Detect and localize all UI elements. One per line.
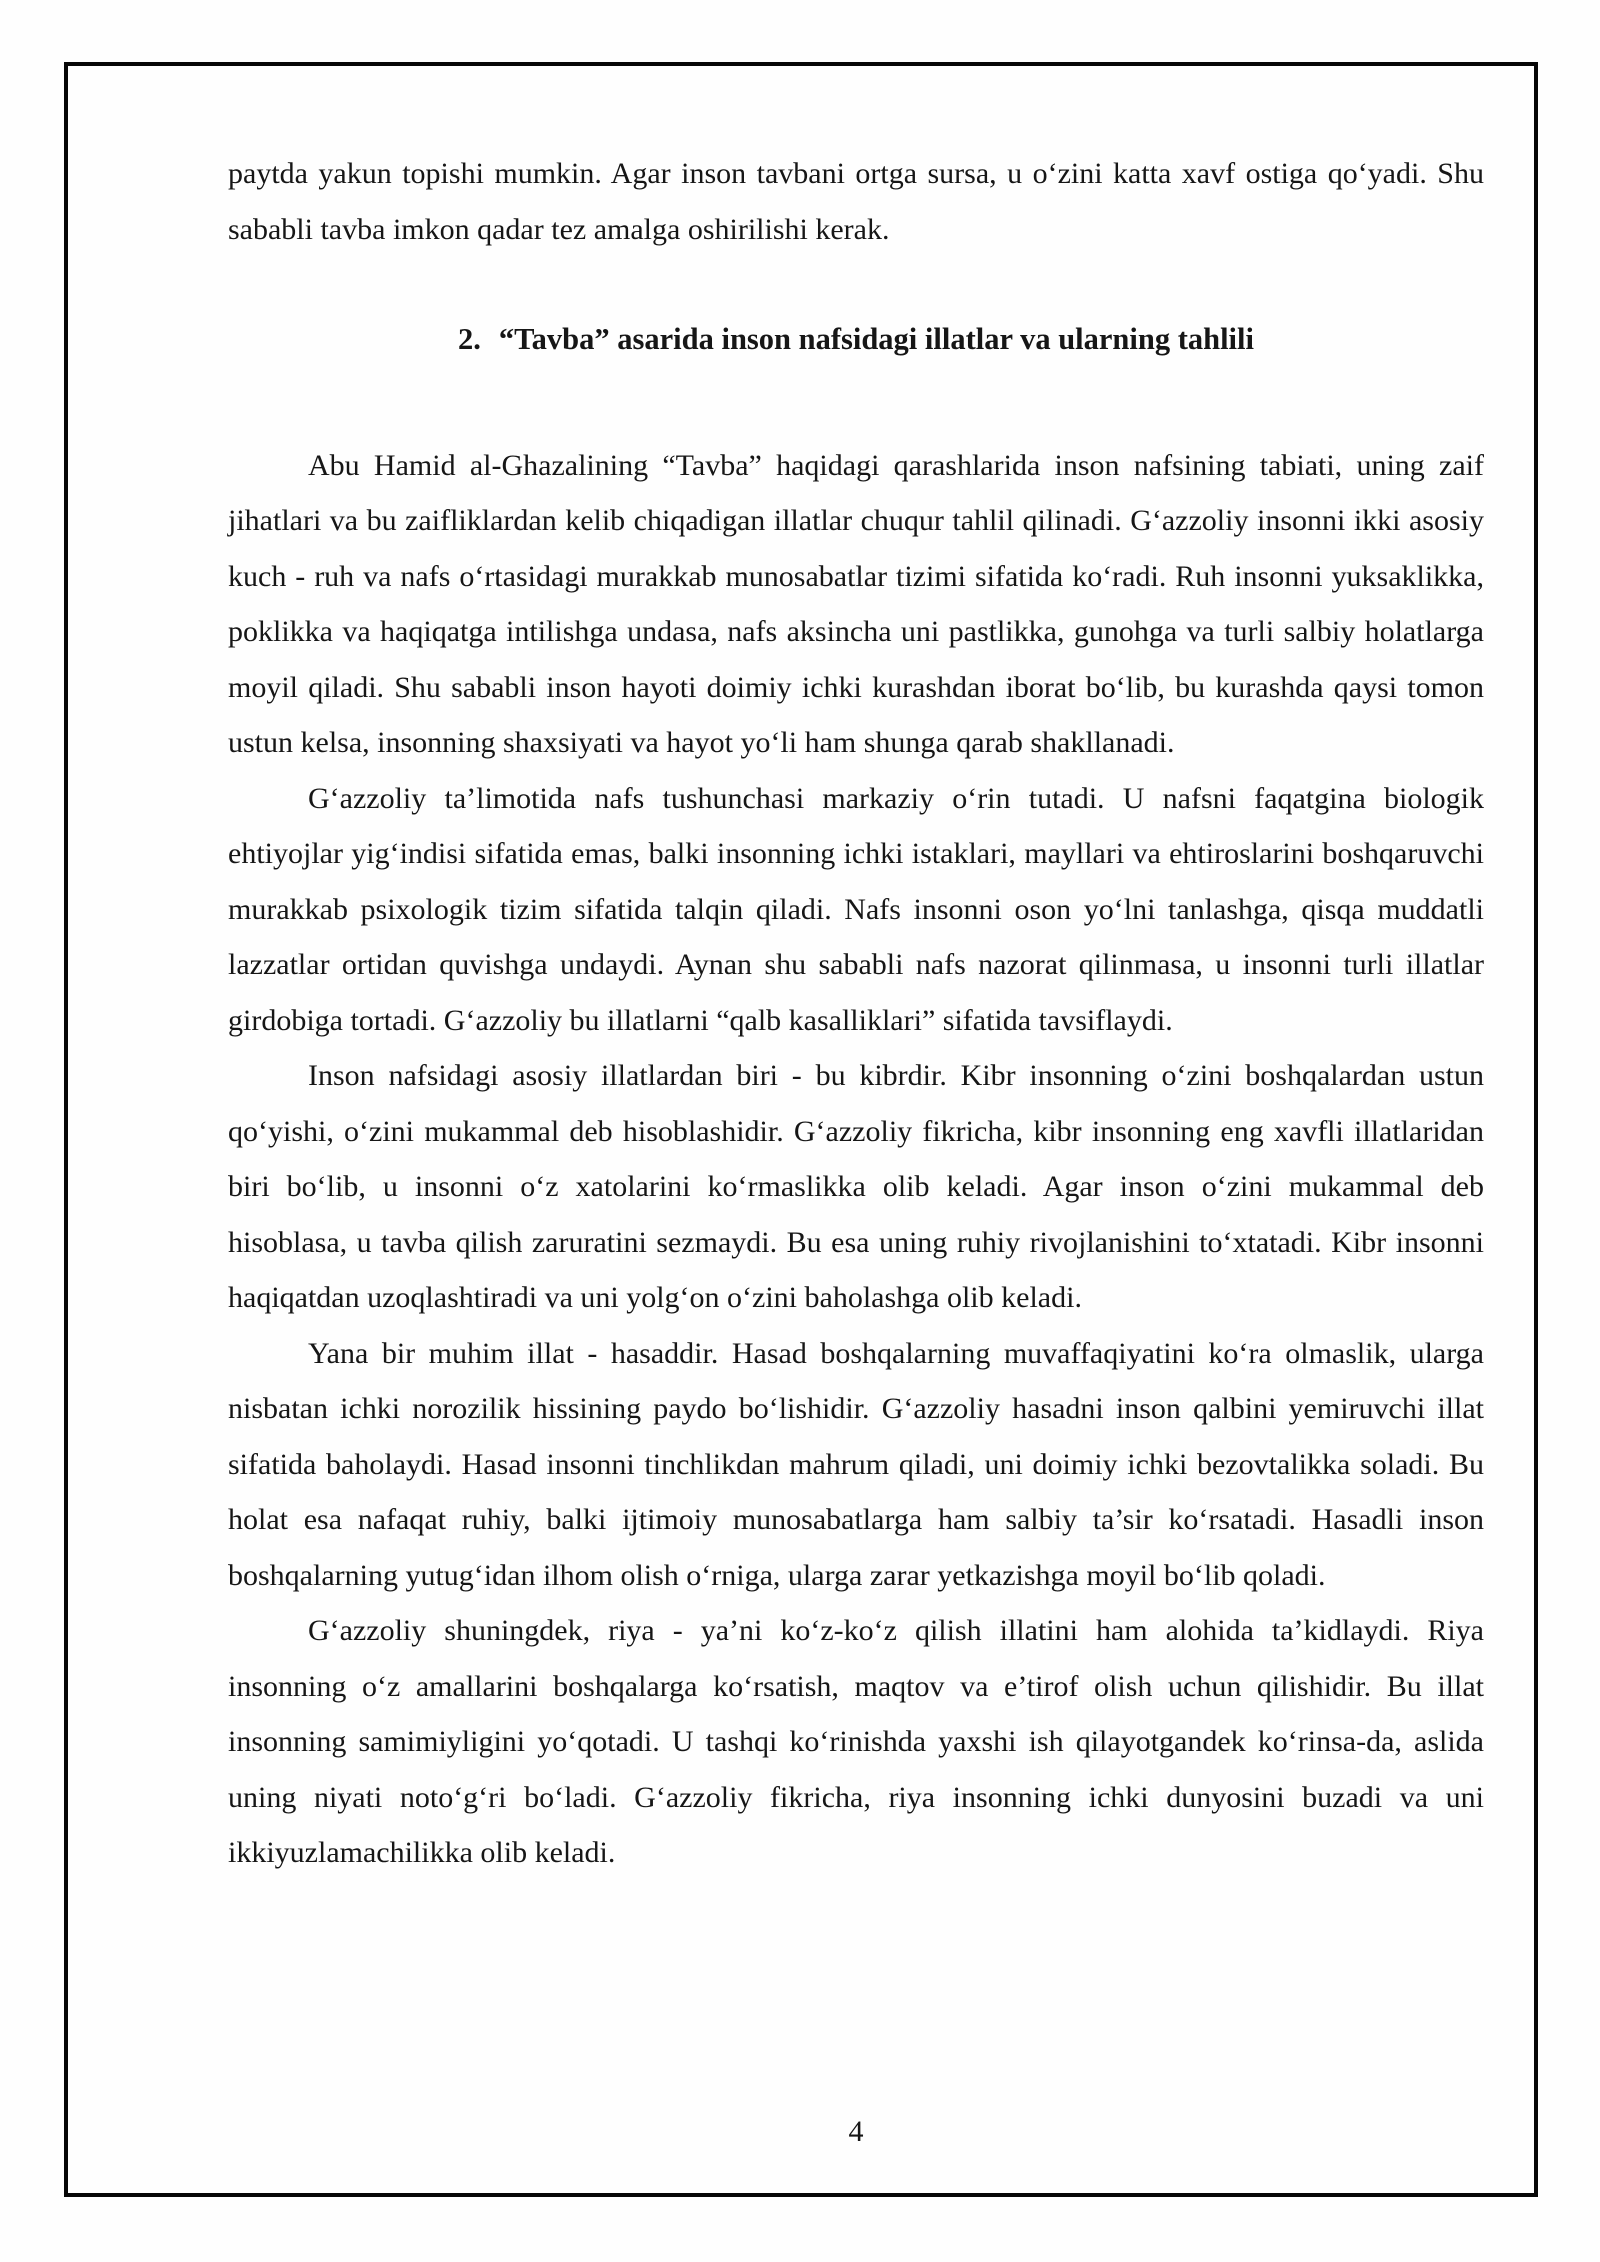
paragraph-nafs-talimoti: Gʻazzoliy ta’limotida nafs tushunchasi markaziy oʻrin tutadi. U nafsni faqatgina biologik ehtiyojlar yigʻindisi sifatida emas, balki insonning ichki istaklari, mayllari va ehtiroslarini boshqaruvchi murakkab psixologik tizim sifatida talqin qiladi. Nafs insonni oson yoʻlni tanlashga, qisqa muddatli lazzatlar ortidan quvishga undaydi. Aynan shu sababli nafs nazorat qilinmasa, u insonni turli illatlar girdobiga tortadi. Gʻazzoliy bu illatlarni “qalb kasalliklari” sifatida tavsiflaydi. (228, 781, 1484, 1037)
paragraph-kibr: Inson nafsidagi asosiy illatlardan biri - bu kibrdir. Kibr insonning oʻzini boshqalardan ustun qoʻyishi, oʻzini mukammal deb hisoblashidir. Gʻazzoliy fikricha, kibr insonning eng xavfli illatlaridan biri boʻlib, u insonni oʻz xatolarini koʻrmaslikka olib keladi. Agar inson oʻzini mukammal deb hisoblasa, u tavba qilish zaruratini sezmaydi. Bu esa uning ruhiy rivojlanishini toʻxtatadi. Kibr insonni haqiqatdan uzoqlashtiradi va uni yolgʻon oʻzini baholashga olib keladi. (228, 1059, 1484, 1314)
paragraph-hasad: Yana bir muhim illat - hasaddir. Hasad boshqalarning muvaffaqiyatini koʻra olmaslik, ularga nisbatan ichki norozilik hissining paydo boʻlishidir. Gʻazzoliy hasadni inson qalbini yemiruvchi illat sifatida baholaydi. Hasad insonni tinchlikdan mahrum qiladi, uni doimiy ichki bezovtalikka soladi. Bu holat esa nafaqat ruhiy, balki ijtimoiy munosabatlarga ham salbiy ta’sir koʻrsatadi. Hasadli inson boshqalarning yutugʻidan ilhom olish oʻrniga, ularga zarar yetkazishga moyil boʻlib qoladi. (228, 1336, 1484, 1592)
page-footer (228, 2104, 1484, 2160)
section-heading-number: 2. (458, 322, 481, 356)
paragraph-riya: Gʻazzoliy shuningdek, riya - ya’ni koʻz-koʻz qilish illatini ham alohida ta’kidlaydi. Riya insonning oʻz amallarini boshqalarga koʻrsatish, maqtov va e’tirof olish uchun qilishidir. Bu illat insonning samimiyligini yoʻqotadi. U tashqi koʻrinishda yaxshi ish qilayotgandek koʻrinsa-da, aslida uning niyati notoʻgʻri boʻladi. Gʻazzoliy fikricha, riya insonning ichki dunyosini buzadi va uni ikkiyuzlamachilikka olib keladi. (228, 1614, 1484, 1869)
page-number: 4 (848, 2115, 864, 2148)
paragraph-abu-hamid: Abu Hamid al-Ghazalining “Tavba” haqidagi qarashlarida inson nafsining tabiati, uning zaif jihatlari va bu zaifliklardan kelib chiqadigan illatlar chuqur tahlil qilinadi. Gʻazzoliy insonni ikki asosiy kuch - ruh va nafs oʻrtasidagi murakkab munosabatlar tizimi sifatida koʻradi. Ruh insonni yuksaklikka, poklikka va haqiqatga intilishga undasa, nafs aksincha uni pastlikka, gunohga va turli salbiy holatlarga moyil qiladi. Shu sababli inson hayoti doimiy ichki kurashdan iborat boʻlib, bu kurashda qaysi tomon ustun kelsa, insonning shaxsiyati va hayot yoʻli ham shunga qarab shakllanadi. (228, 448, 1484, 759)
section-heading (228, 312, 1484, 368)
page-body (228, 146, 1484, 1881)
section-heading-title: “Tavba” asarida inson nafsidagi illatlar va ularning tahlili (498, 322, 1254, 356)
paragraph-continuation: paytda yakun topishi mumkin. Agar inson tavbani ortga sursa, u oʻzini katta xavf ostiga qoʻyadi. Shu sababli tavba imkon qadar tez amalga oshirilishi kerak. (228, 157, 1484, 246)
